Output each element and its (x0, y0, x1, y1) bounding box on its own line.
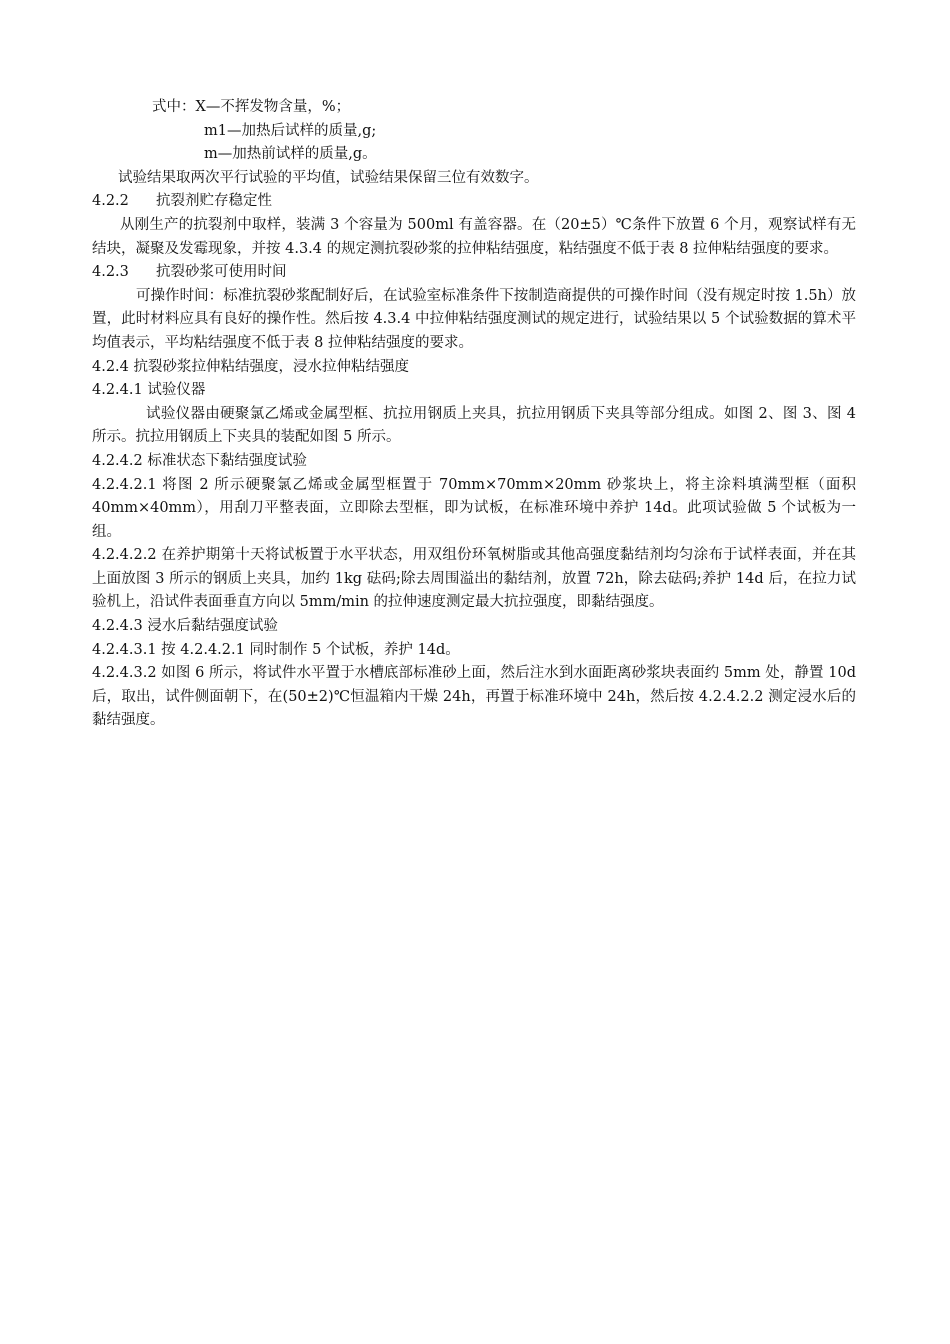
result-note: 试验结果取两次平行试验的平均值，试验结果保留三位有效数字。 (118, 169, 539, 186)
section-4-2-3-body: 可操作时间：标准抗裂砂浆配制好后，在试验室标准条件下按制造商提供的可操作时间（没有规定时按 1.5h）放置，此时材料应具有良好的操作性。然后按 4.3.4 中拉伸粘结强度测试的规定进行，试验结果以 5 个试验数据的算术平均值表示，平均粘结强度不低于表 8 拉伸粘结强度的要求。 (92, 287, 856, 351)
section-4-2-4-2-2-body: 4.2.4.2.2 在养护期第十天将试板置于水平状态，用双组份环氧树脂或其他高强度黏结剂均匀涂布于试样表面，并在其上面放图 3 所示的钢质上夹具，加约 1kg 砝码;除去周围溢出的黏结剂，放置 72h，除去砝码;养护 14d 后，在拉力试验机上，沿试件表面垂直方向以 5mm/min 的拉伸速度测定最大抗拉强度，即黏结强度。 (92, 547, 856, 611)
section-4-2-2-body: 从刚生产的抗裂剂中取样，装满 3 个容量为 500ml 有盖容器。在（20±5）℃条件下放置 6 个月，观察试样有无结块，凝聚及发霉现象，并按 4.3.4 的规定测抗裂砂浆的拉伸粘结强度，粘结强度不低于表 8 拉伸粘结强度的要求。 (92, 216, 856, 257)
formula-m1-line: m1—加热后试样的质量,g; (204, 122, 377, 139)
section-4-2-4-2-heading: 4.2.4.2 标准状态下黏结强度试验 (92, 452, 307, 469)
section-4-2-4-2-1-body: 4.2.4.2.1 将图 2 所示硬聚氯乙烯或金属型框置于 70mm×70mm×20mm 砂浆块上，将主涂料填满型框（面积 40mm×40mm），用刮刀平整表面，立即除去型框，即为试板，在标准环境中养护 14d。此项试验做 5 个试板为一组。 (92, 476, 856, 540)
formula-m-line: m—加热前试样的质量,g。 (204, 146, 377, 163)
section-4-2-3-heading (92, 261, 856, 285)
section-4-2-4-3-2-body: 4.2.4.3.2 如图 6 所示，将试件水平置于水槽底部标准砂上面，然后注水到水面距离砂浆块表面约 5mm 处，静置 10d 后，取出，试件侧面朝下，在(50±2)℃恒温箱内干燥 24h，再置于标准环境中 24h，然后按 4.2.4.2.2 测定浸水后的黏结强度。 (92, 665, 856, 729)
section-4-2-4-1-heading: 4.2.4.1 试验仪器 (92, 382, 206, 399)
section-4-2-4-heading: 4.2.4 抗裂砂浆拉伸粘结强度，浸水拉伸粘结强度 (92, 358, 410, 375)
section-4-2-3-number: 4.2.3 (92, 264, 129, 281)
section-4-2-4-1-body: 试验仪器由硬聚氯乙烯或金属型框、抗拉用钢质上夹具，抗拉用钢质下夹具等部分组成。如图 2、图 3、图 4 所示。抗拉用钢质上下夹具的装配如图 5 所示。 (92, 405, 856, 446)
section-4-2-4-3-heading: 4.2.4.3 浸水后黏结强度试验 (92, 618, 278, 635)
document-body (92, 96, 856, 733)
section-4-2-2-number: 4.2.2 (92, 193, 129, 210)
section-4-2-3-title: 抗裂砂浆可使用时间 (156, 264, 287, 281)
section-4-2-2-title: 抗裂剂贮存稳定性 (156, 193, 272, 210)
section-4-2-2-heading (92, 190, 856, 214)
formula-where-line: 式中：X—不挥发物含量，%； (152, 99, 351, 115)
section-4-2-4-3-1-body: 4.2.4.3.1 按 4.2.4.2.1 同时制作 5 个试板，养护 14d。 (92, 641, 460, 658)
